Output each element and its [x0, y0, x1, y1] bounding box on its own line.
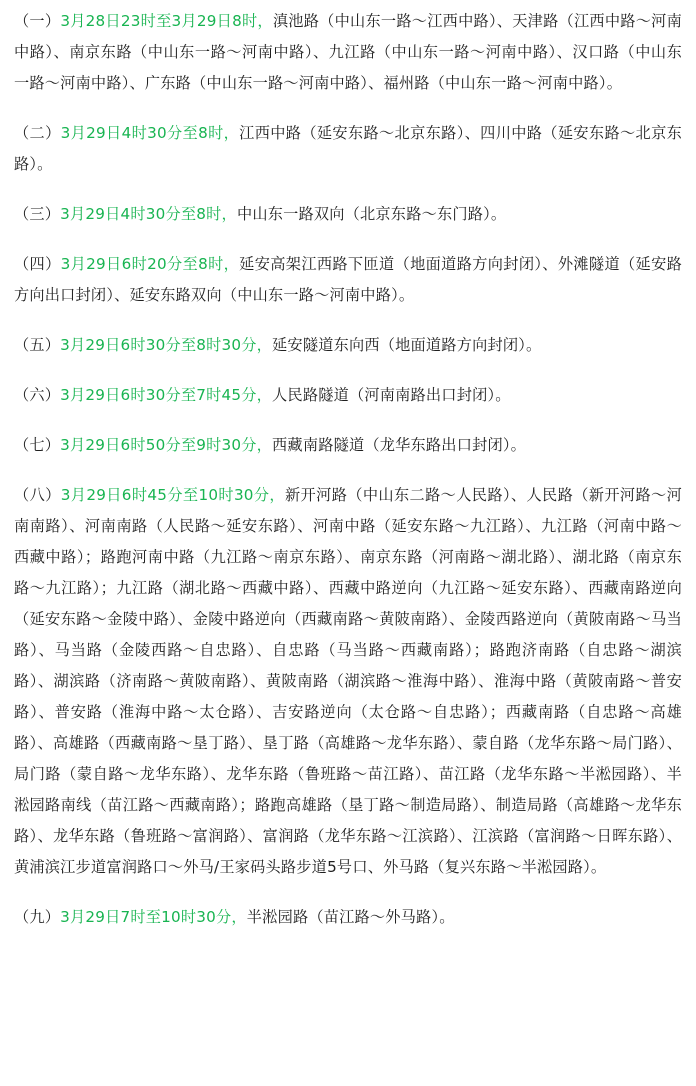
paragraph-body: 中山东一路双向（北京东路～东门路）。 [236, 205, 507, 223]
notice-paragraph [14, 430, 682, 461]
paragraph-time-range: 3月29日7时至10时30分， [60, 908, 247, 926]
paragraph-index: （一） [14, 12, 61, 30]
paragraph-body: 延安隧道东向西（地面道路方向封闭）。 [272, 336, 542, 354]
paragraph-index: （八） [14, 486, 61, 504]
paragraph-index: （七） [14, 436, 61, 454]
paragraph-index: （五） [14, 336, 61, 354]
paragraph-body: 新开河路（中山东二路～人民路）、人民路（新开河路～河南南路）、河南南路（人民路～延安东路）、河南中路（延安东路～九江路）、九江路（河南中路～西藏中路）；路跑河南中路（九江路～南京东路）、南京东路（河南路～湖北路）、湖北路（南京东路～九江路）；九江路（湖北路～西藏中路）、西藏中路逆向（九江路～延安东路）、西藏南路逆向（延安东路～金陵中路）、金陵中路逆向（西藏南路～黄陂南路）、金陵西路逆向（黄陂南路～马当路）、马当路（金陵西路～自忠路）、自忠路（马当路～西藏南路）；路跑济南路（自忠路～湖滨路）、湖滨路（济南路～黄陂南路）、黄陂南路（湖滨路～淮海中路）、淮海中路（黄陂南路～普安路）、普安路（淮海中路～太仓路）、吉安路逆向（太仓路～自忠路）；西藏南路（自忠路～高雄路）、高雄路（西藏南路～垦丁路）、垦丁路（高雄路～龙华东路）、蒙自路（龙华东路～局门路）、局门路（蒙自路～龙华东路）、龙华东路（鲁班路～苗江路）、苗江路（龙华东路～半淞园路）、半淞园路南线（苗江路～西藏南路）；路跑高雄路（垦丁路～制造局路）、制造局路（高雄路～龙华东路）、龙华东路（鲁班路～富润路）、富润路（龙华东路～江滨路）、江滨路（富润路～日晖东路）、黄浦滨江步道富润路口～外马/王家码头路步道5号口、外马路（复兴东路～半淞园路）。 [14, 486, 682, 876]
notice-paragraph [14, 199, 682, 230]
paragraph-time-range: 3月29日6时45分至10时30分， [60, 486, 285, 504]
paragraph-index: （六） [14, 386, 61, 404]
paragraph-index: （四） [14, 255, 61, 273]
notice-paragraph [14, 380, 682, 411]
paragraph-body: 延安高架江西路下匝道（地面道路方向封闭）、外滩隧道（延安路方向出口封闭）、延安东路双向（中山东一路～河南中路）。 [14, 255, 682, 304]
paragraph-body: 滇池路（中山东一路～江西中路）、天津路（江西中路～河南中路）、南京东路（中山东一路～河南中路）、九江路（中山东一路～河南中路）、汉口路（中山东一路～河南中路）、广东路（中山东一路～河南中路）、福州路（中山东一路～河南中路）。 [14, 12, 682, 92]
paragraph-time-range: 3月29日6时30分至7时45分， [60, 386, 273, 404]
paragraph-body: 江西中路（延安东路～北京东路）、四川中路（延安东路～北京东路）。 [14, 124, 682, 173]
notice-paragraph [14, 118, 682, 180]
paragraph-time-range: 3月29日6时20分至8时， [60, 255, 240, 273]
paragraph-time-range: 3月29日6时30分至8时30分， [60, 336, 273, 354]
paragraph-time-range: 3月29日4时30分至8时， [60, 205, 237, 223]
paragraph-index: （二） [14, 124, 61, 142]
paragraph-time-range: 3月29日6时50分至9时30分， [60, 436, 273, 454]
notice-paragraph [14, 480, 682, 883]
notice-paragraph [14, 249, 682, 311]
paragraph-index: （九） [14, 908, 61, 926]
paragraph-time-range: 3月29日4时30分至8时， [60, 124, 240, 142]
notice-paragraph [14, 902, 682, 933]
paragraph-time-range: 3月28日23时至3月29日8时， [60, 12, 273, 30]
paragraph-body: 半淞园路（苗江路～外马路）。 [246, 908, 455, 926]
paragraph-body: 人民路隧道（河南南路出口封闭）。 [272, 386, 511, 404]
notice-paragraph [14, 6, 682, 99]
notice-paragraph [14, 330, 682, 361]
paragraph-body: 西藏南路隧道（龙华东路出口封闭）。 [272, 436, 527, 454]
paragraph-index: （三） [14, 205, 61, 223]
